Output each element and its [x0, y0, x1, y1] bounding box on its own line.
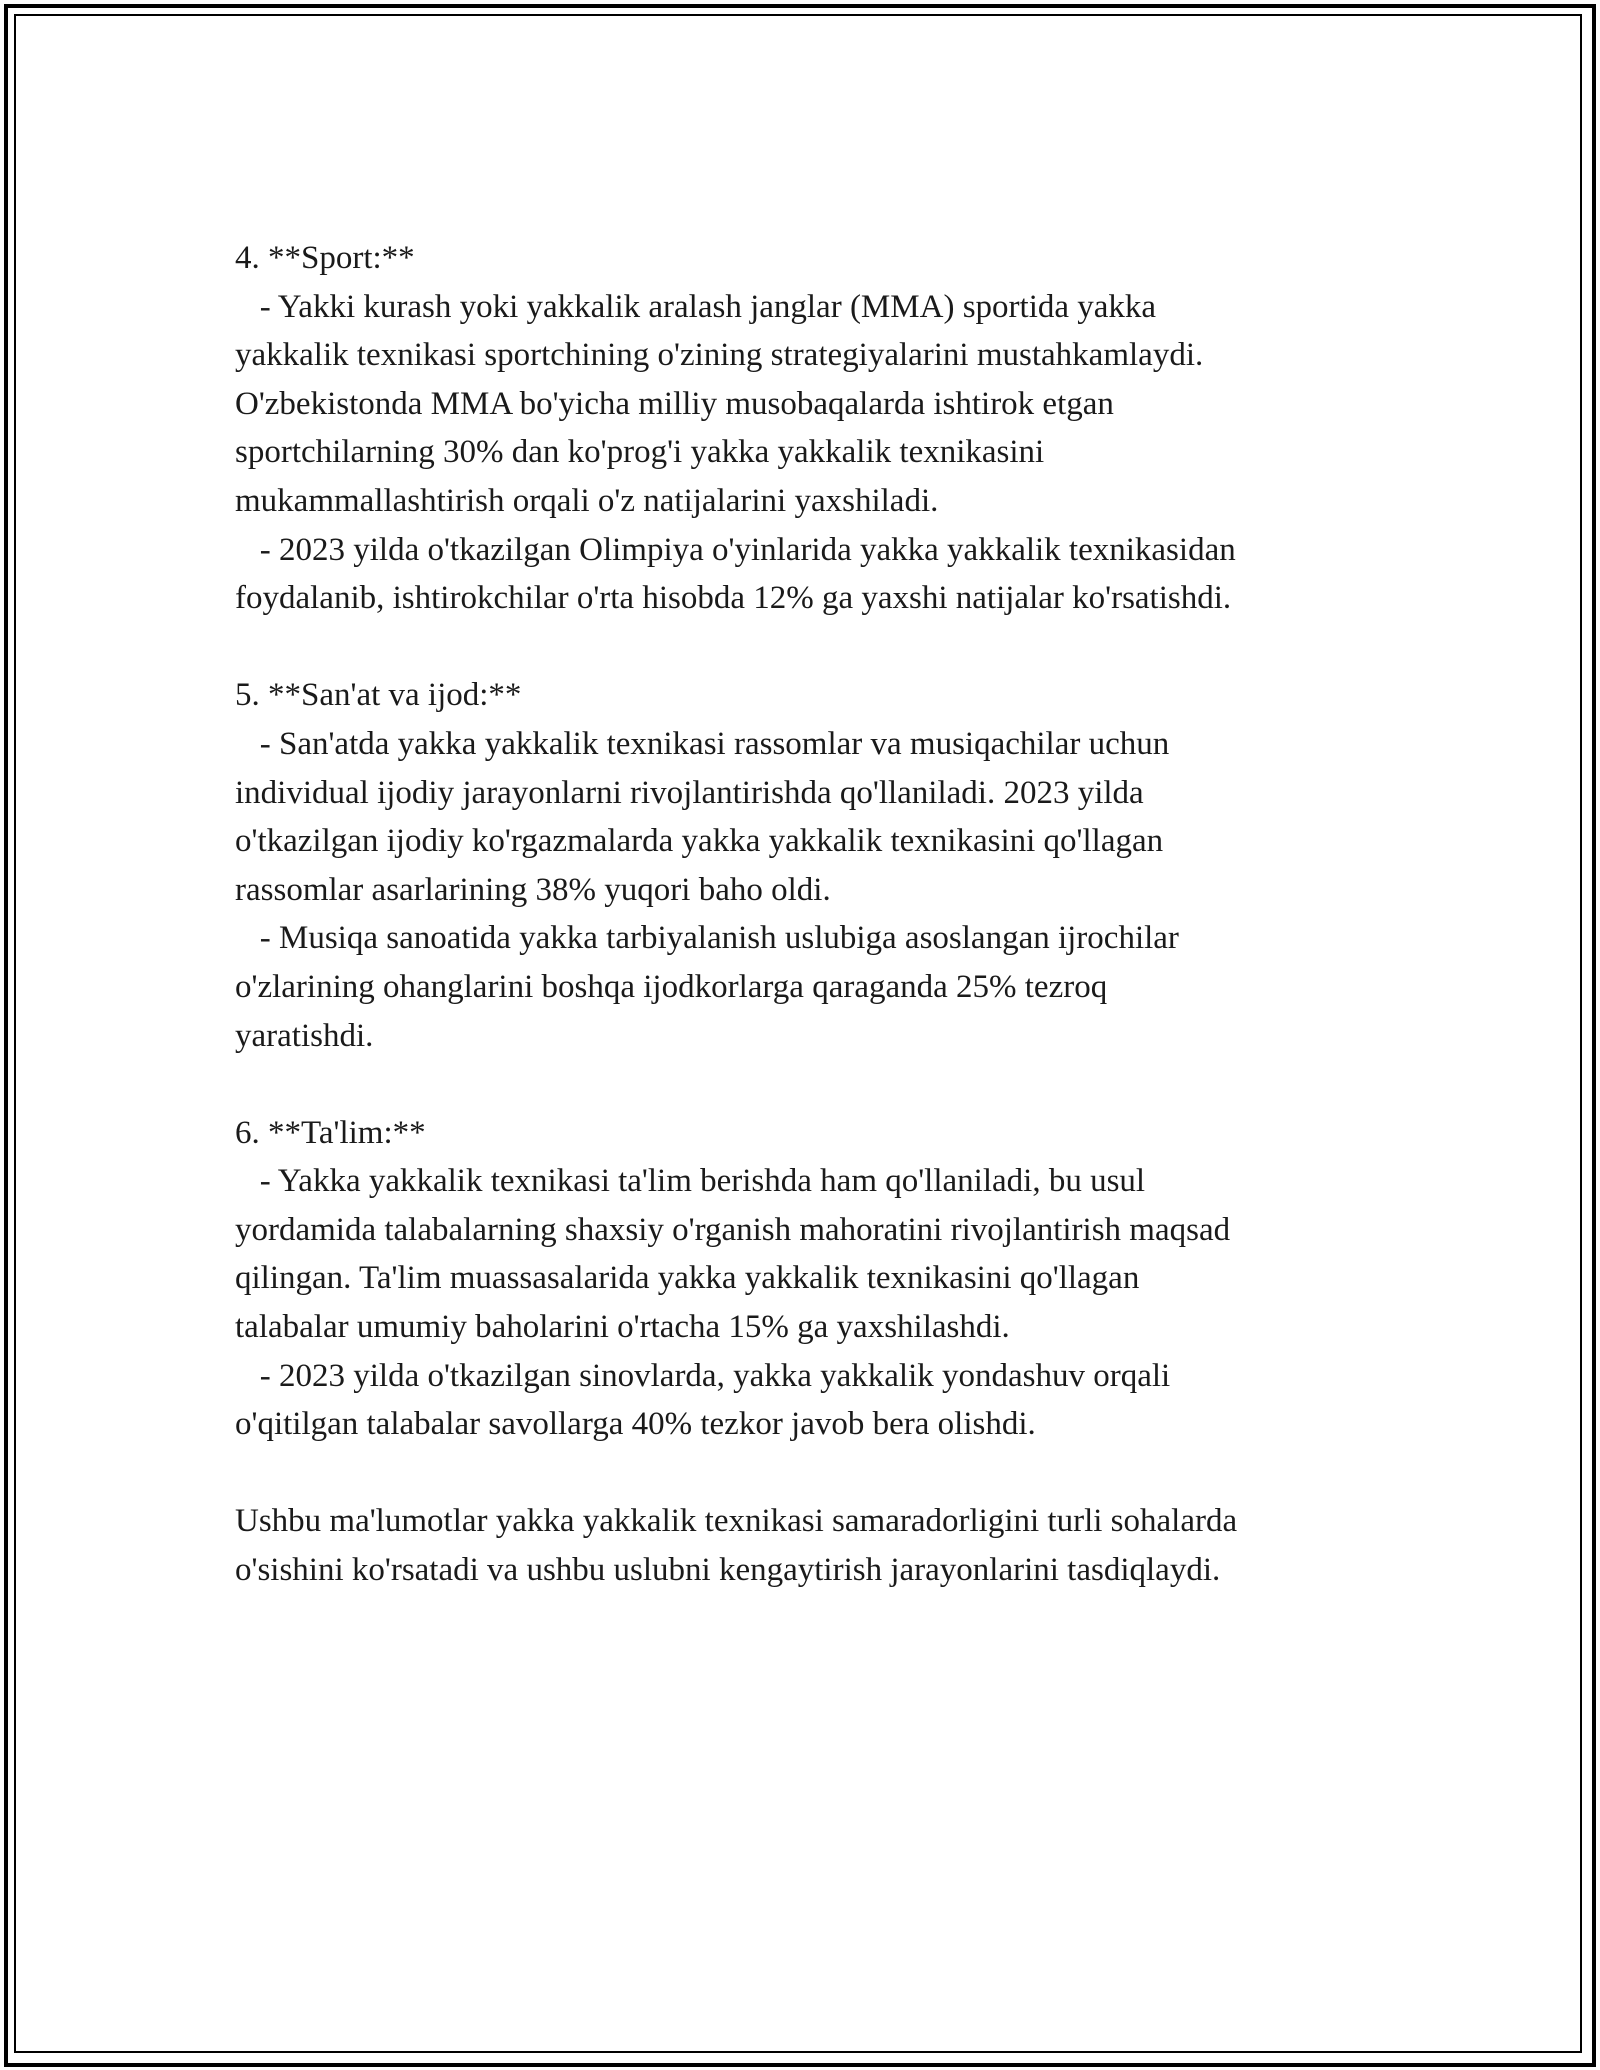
blank-line — [235, 1060, 1375, 1109]
paragraph-line: yordamida talabalarning shaxsiy o'rganish mahoratini rivojlantirish maqsad — [235, 1211, 1231, 1248]
section-conclusion — [235, 1497, 1375, 1594]
paragraph-line: yakkalik texnikasi sportchining o'zining strategiyalarini mustahkamlaydi. — [235, 337, 1204, 374]
paragraph-line: qilingan. Ta'lim muassasalarida yakka yakkalik texnikasini qo'llagan — [235, 1260, 1140, 1297]
paragraph-line: sportchilarning 30% dan ko'prog'i yakka yakkalik texnikasini — [235, 434, 1045, 471]
paragraph-line: mukammallashtirish orqali o'z natijalarini yaxshiladi. — [235, 482, 939, 519]
section-education — [235, 1109, 1375, 1449]
document-body — [235, 234, 1375, 1595]
paragraph-line: - Musiqa sanoatida yakka tarbiyalanish uslubiga asoslangan ijrochilar — [235, 920, 1179, 957]
paragraph-line: o'tkazilgan ijodiy ko'rgazmalarda yakka yakkalik texnikasini qo'llagan — [235, 823, 1164, 860]
blank-line — [235, 623, 1375, 672]
section-heading: 4. **Sport:** — [235, 240, 415, 276]
section-heading: 6. **Ta'lim:** — [235, 1114, 426, 1151]
paragraph-line: O'zbekistonda MMA bo'yicha milliy musobaqalarda ishtirok etgan — [235, 385, 1114, 422]
section-heading: 5. **San'at va ijod:** — [235, 677, 522, 714]
paragraph-line: rassomlar asarlarining 38% yuqori baho oldi. — [235, 871, 831, 908]
paragraph-line: o'sishini ko'rsatadi va ushbu uslubni kengaytirish jarayonlarini tasdiqlaydi. — [235, 1552, 1221, 1589]
blank-line — [235, 1449, 1375, 1498]
paragraph-line: yaratishdi. — [235, 1017, 374, 1054]
paragraph-line: o'qitilgan talabalar savollarga 40% tezkor javob bera olishdi. — [235, 1406, 1036, 1443]
paragraph-line: talabalar umumiy baholarini o'rtacha 15% ga yaxshilashdi. — [235, 1309, 1010, 1346]
paragraph-line: individual ijodiy jarayonlarni rivojlantirishda qo'llaniladi. 2023 yilda — [235, 774, 1144, 811]
paragraph-line: - 2023 yilda o'tkazilgan Olimpiya o'yinlarida yakka yakkalik texnikasidan — [235, 531, 1236, 568]
paragraph-line: - Yakki kurash yoki yakkalik aralash janglar (MMA) sportida yakka — [235, 288, 1157, 325]
paragraph-line: - Yakka yakkalik texnikasi ta'lim berishda ham qo'llaniladi, bu usul — [235, 1163, 1146, 1200]
paragraph-line: foydalanib, ishtirokchilar o'rta hisobda 12% ga yaxshi natijalar ko'rsatishdi. — [235, 580, 1232, 617]
paragraph-line: Ushbu ma'lumotlar yakka yakkalik texnikasi samaradorligini turli sohalarda — [235, 1503, 1238, 1540]
section-sport — [235, 234, 1375, 623]
paragraph-line: - 2023 yilda o'tkazilgan sinovlarda, yakka yakkalik yondashuv orqali — [235, 1357, 1171, 1394]
section-art — [235, 671, 1375, 1060]
paragraph-line: o'zlarining ohanglarini boshqa ijodkorlarga qaraganda 25% tezroq — [235, 968, 1108, 1005]
paragraph-line: - San'atda yakka yakkalik texnikasi rassomlar va musiqachilar uchun — [235, 725, 1170, 762]
